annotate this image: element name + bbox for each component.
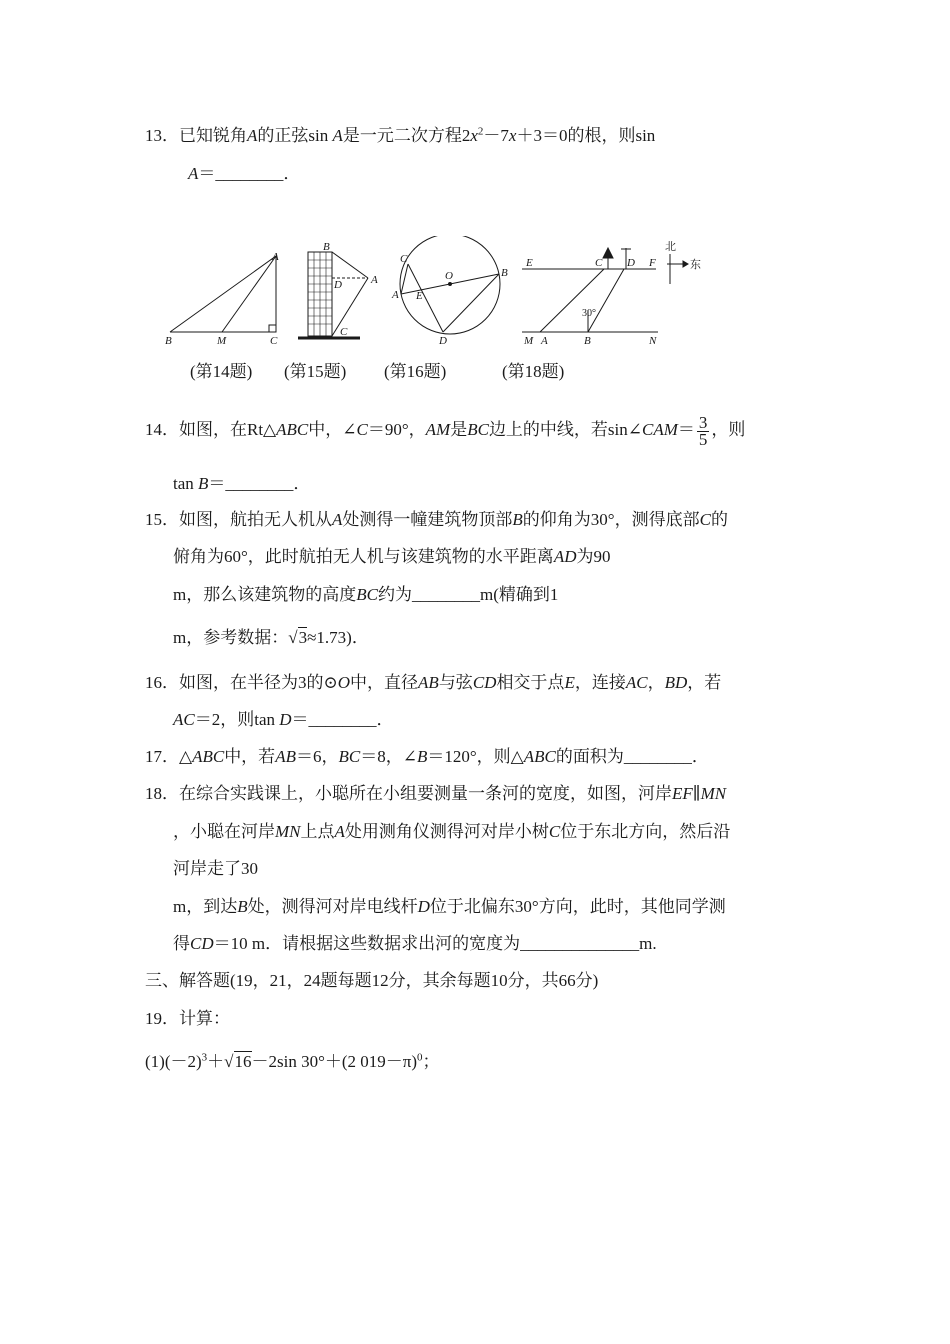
fig18-angle-label: 30° — [582, 308, 596, 319]
fig14-median — [222, 256, 276, 332]
sqrt-sign: √ — [288, 628, 298, 647]
q15-line3: m，那么该建筑物的高度BC约为________m(精确到1 — [173, 585, 559, 604]
fig18-line-bd — [588, 269, 624, 332]
q14-line2: tan B＝________． — [173, 474, 311, 493]
q19-title: 19．计算： — [145, 1009, 230, 1028]
q18-line5: 得CD＝10 m．请根据这些数据求出河的宽度为______________m. — [173, 934, 657, 953]
figure-18 — [522, 248, 688, 332]
fig18-line-ac — [540, 269, 604, 332]
fig18-label-d: D — [627, 257, 635, 269]
fig15-label-a: A — [371, 274, 378, 286]
fig16-label-d: D — [439, 335, 447, 347]
figure-15 — [298, 252, 368, 338]
q18-line2: ，小聪在河岸MN上点A处用测角仪测得河对岸小树C位于东北方向，然后沿 — [173, 822, 731, 841]
fig16-center — [449, 283, 452, 286]
fig18-label-a: A — [541, 335, 548, 347]
fig18-east-arrow — [683, 261, 688, 267]
q15-line2: 俯角为60°，此时航拍无人机与该建筑物的水平距离AD为90 — [173, 547, 611, 566]
fig18-tree — [603, 248, 613, 258]
q13-line1: 13．已知锐角A的正弦sin A是一元二次方程$2x^2-7x+3=0$的根，则sin — [145, 125, 656, 145]
q19-part1: $(1)(-2)^3+√16-2\sin$ 30°＋(2 019－π)$^0$； — [145, 1051, 440, 1071]
caption-15: (第15题) — [284, 362, 347, 381]
q14-line1: 14．如图，在Rt△ABC中，∠C＝90°，AM是BC边上的中线，若sin∠CAM＝ $\frac{3}{5}$ ，则 — [145, 412, 746, 449]
fig15-label-c: C — [340, 326, 348, 338]
fig18-label-f: F — [649, 257, 656, 269]
figure-14 — [170, 256, 276, 332]
fig14-label-m: M — [217, 335, 227, 347]
q15-line1: 15．如图，航拍无人机从A处测得一幢建筑物顶部B的仰角为30°，测得底部C的 — [145, 510, 728, 529]
fig18-label-c: C — [595, 257, 603, 269]
fig15-line-ab — [332, 252, 368, 278]
caption-18: (第18题) — [502, 362, 565, 381]
fig15-label-d: D — [334, 279, 342, 291]
section-3-title: 三、解答题(19，21，24题每题12分，其余每题10分，共66分) — [145, 971, 599, 990]
fig14-label-b: B — [165, 335, 172, 347]
fig15-label-b: B — [323, 241, 330, 253]
fig16-label-a: A — [392, 289, 399, 301]
fig14-triangle — [170, 256, 276, 332]
caption-14: (第14题) — [190, 362, 253, 381]
fig16-chord-cd — [408, 264, 443, 332]
fig14-right-angle — [269, 325, 276, 332]
fig14-label-c: C — [270, 335, 278, 347]
fig18-label-north: 北 — [665, 241, 676, 253]
q18-line4: m，到达B处，测得河对岸电线杆D位于北偏东30°方向，此时，其他同学测 — [173, 897, 726, 916]
figures-row — [160, 236, 720, 354]
q18-line1: 18．在综合实践课上，小聪所在小组要测量一条河的宽度，如图，河岸EF∥MN — [145, 784, 727, 803]
fig16-label-c: C — [400, 253, 408, 265]
fig18-label-m: M — [524, 335, 534, 347]
q18-line3: 河岸走了30 — [173, 859, 258, 878]
fig14-label-a: A — [272, 251, 279, 263]
figure-16 — [400, 236, 500, 334]
q17-line1: 17．△ABC中，若AB＝6，BC＝8，∠B＝120°，则△ABC的面积为________． — [145, 747, 709, 766]
fig18-label-e: E — [526, 257, 533, 269]
caption-16: (第16题) — [384, 362, 447, 381]
q16-line1: 16．如图，在半径为3的⊙O中，直径AB与弦CD相交于点E，连接AC，BD，若 — [145, 673, 722, 692]
q15-line4: m，参考数据：√3≈1.73)． — [173, 628, 369, 647]
fig18-label-n: N — [649, 335, 657, 347]
fig18-label-b: B — [584, 335, 591, 347]
fig16-label-b: B — [501, 267, 508, 279]
q13-line2: A＝________． — [188, 164, 301, 183]
fig18-label-east: 东 — [690, 259, 701, 271]
fig16-label-o: O — [445, 270, 453, 282]
q16-line2: AC＝2，则tan D＝________． — [173, 710, 394, 729]
fig16-label-e: E — [416, 290, 423, 302]
sqrt-sign: √ — [224, 1052, 234, 1071]
q14-fraction: $\frac{3}{5}$ — [698, 412, 708, 449]
